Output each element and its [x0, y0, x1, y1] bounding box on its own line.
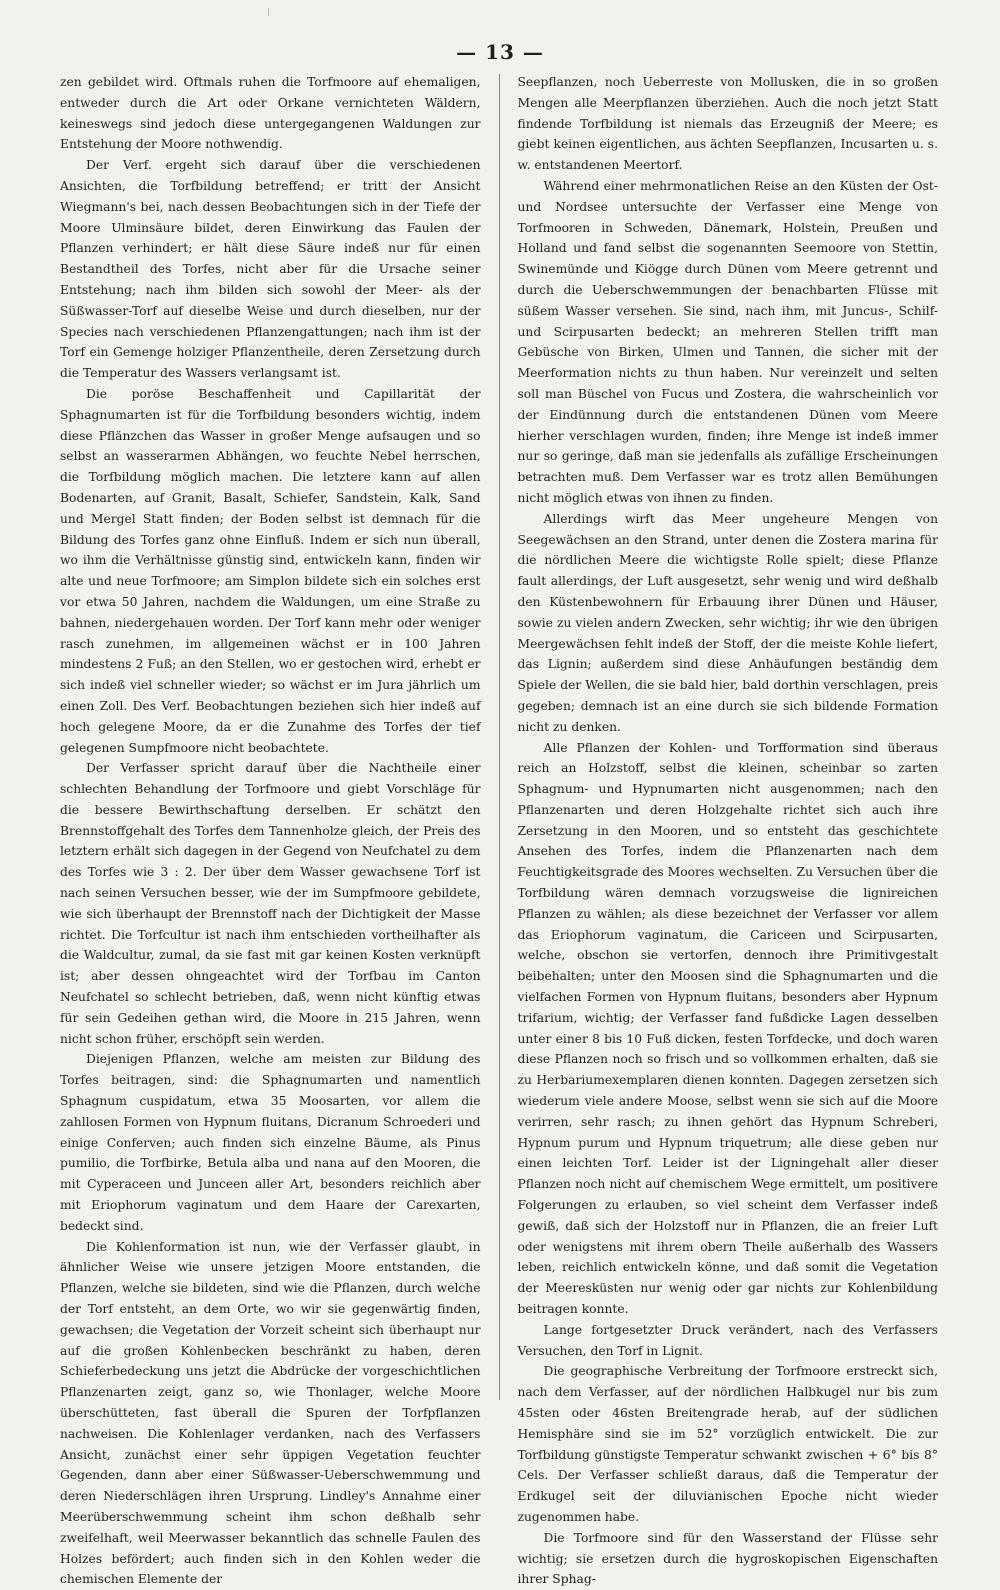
page-number: — 13 —	[456, 40, 544, 64]
scan-blemish	[268, 8, 269, 16]
paragraph: Seepflanzen, noch Ueberreste von Mollusken, die in so großen Mengen alle Meerpflanzen überziehen. Auch die noch jetzt Statt findende Torfbildung ist niemals das Erzeugniß der Meere; es giebt keinen eigentlichen, aus ächten Seepflanzen, Incusarten u. s. w. entstandenen Meertorf.	[517, 75, 938, 173]
paragraph: Diejenigen Pflanzen, welche am meisten zur Bildung des Torfes beitragen, sind: die Sphagnumarten und namentlich Sphagnum cuspidatum, etwa 35 Moosarten, vor allem die zahllosen Formen von Hypnum fluitans, Dicranum Schroederi und einige Conferven; auch finden sich einzelne Bäume, als Pinus pumilio, die Torfbirke, Betula alba und nana auf den Mooren, die mit Cyperaceen und Junceen aller Art, besonders reichlich aber mit Eriophorum vaginatum und dem Haare der Carexarten, bedeckt sind.	[60, 1052, 481, 1233]
text-columns	[60, 72, 938, 1587]
paragraph: Alle Pflanzen der Kohlen- und Torfformation sind überaus reich an Holzstoff, selbst die kleinen, scheinbar so zarten Sphagnum- und Hypnumarten nicht ausgenommen; nach den Pflanzenarten und deren Holzgehalte richtet sich auch ihre Zersetzung in den Mooren, und so entsteht das geschichtete Ansehen des Torfes, indem die Pflanzenarten nach dem Feuchtigkeitsgrade des Moores wechselten. Zu Versuchen über die Torfbildung wären demnach vorzugsweise die lignireichen Pflanzen zu wählen; als diese bezeichnet der Verfasser vor allem das Eriophorum vaginatum, die Cariceen und Scirpusarten, welche, obschon sie vertorfen, dennoch ihre Primitivgestalt beibehalten; unter den Moosen sind die Sphagnumarten und die vielfachen Formen von Hypnum fluitans, besonders aber Hypnum trifarium, wichtig; der Verfasser fand fußdicke Lagen desselben unter einer 8 bis 10 Fuß dicken, festen Torfdecke, und doch waren diese Pflanzen noch so frisch und so vollkommen erhalten, daß sie zu Herbariumexemplaren dienen konnten. Dagegen zersetzen sich wiederum viele andere Moose, selbst wenn sie sich auf die Moore verirren, sehr rasch; zu ihnen gehört das Hypnum Schreberi, Hypnum purum und Hypnum triquetrum; alle diese geben nur einen leichten Torf. Leider ist der Ligningehalt aller dieser Pflanzen noch nicht auf chemischem Wege ermittelt, um positivere Folgerungen zu erlauben, so viel scheint dem Verfasser indeß gewiß, daß sich der Holzstoff nur in Pflanzen, die an freier Luft oder wenigstens mit ihrem obern Theile außerhalb des Wassers leben, reichlich entwickeln könne, und daß somit die Vegetation der Meeresküsten nur wenig oder gar nichts zur Kohlenbildung beitragen konnte.	[517, 740, 938, 1317]
paragraph: Die Kohlenformation ist nun, wie der Verfasser glaubt, in ähnlicher Weise wie unsere jetzigen Moore entstanden, die Pflanzen, welche sie bildeten, sind wie die Pflanzen, durch welche der Torf entsteht, an dem Orte, wo wir sie gegenwärtig finden, gewachsen; die Vegetation der Vorzeit scheint sich überhaupt nur auf die großen Kohlenbecken beschränkt zu haben, deren Schieferbedeckung uns jetzt die Abdrücke der vorgeschichtlichen Pflanzenarten zeigt, ganz so, wie Thonlager, welche Moore überschütteten, fast überall die Spuren der Torfpflanzen nachweisen. Die Kohlenlager verdanken, nach des Verfassers Ansicht, zunächst einer sehr üppigen Vegetation feuchter Gegenden, dann aber einer Süßwasser-Ueberschwemmung und deren Niederschlägen ihren Ursprung. Lindley's Annahme einer Meerüberschwemmung scheint ihm schon deßhalb sehr zweifelhaft, weil Meerwasser bekanntlich das schnelle Faulen des Holzes befördert; auch finden sich in den Kohlen weder die chemischen Elemente der	[60, 1239, 481, 1587]
right-column	[517, 72, 939, 1587]
paragraph: Lange fortgesetzter Druck verändert, nach des Verfassers Versuchen, den Torf in Lignit.	[517, 1322, 938, 1358]
paragraph: Der Verf. ergeht sich darauf über die verschiedenen Ansichten, die Torfbildung betreffend; er tritt der Ansicht Wiegmann's bei, nach dessen Beobachtungen sich in der Tiefe der Moore Ulminsäure bildet, deren Einwirkung das Faulen der Pflanzen verhindert; er hält diese Säure indeß nur für einen Bestandtheil des Torfes, nicht aber für die Ursache seiner Entstehung; nach ihm bilden sich sowohl der Meer- als der Süßwasser-Torf auf dieselbe Weise und durch dieselben, nur der Species nach verschiedenen Pflanzengattungen; nach ihm ist der Torf ein Gemenge holziger Pflanzentheile, deren Zersetzung durch die Temperatur des Wassers verlangsamt ist.	[60, 158, 481, 381]
column-divider	[499, 74, 500, 1400]
paragraph: Allerdings wirft das Meer ungeheure Mengen von Seegewächsen an den Strand, unter denen die Zostera marina für die nördlichen Meere die wichtigste Rolle spielt; diese Pflanze fault allerdings, der Luft ausgesetzt, sehr wenig und wird deßhalb den Küstenbewohnern für Erbauung ihrer Dünen und Häuser, sowie zu vielen andern Zwecken, sehr wichtig; ihr wie den übrigen Meergewächsen fehlt indeß der Stoff, der die meiste Kohle liefert, das Lignin; außerdem sind diese Anhäufungen beständig dem Spiele der Wellen, die sie bald hier, bald dorthin verschlagen, preis gegeben; demnach ist an eine durch sie sich bildende Formation nicht zu denken.	[517, 511, 938, 734]
paragraph: Die Torfmoore sind für den Wasserstand der Flüsse sehr wichtig; sie ersetzen durch die hygroskopischen Eigenschaften ihrer Sphag-	[517, 1530, 938, 1587]
paragraph: Die geographische Verbreitung der Torfmoore erstreckt sich, nach dem Verfasser, auf der nördlichen Halbkugel nur bis zum 45sten oder 46sten Breitengrade herab, auf der südlichen Hemisphäre sind sie im 52° vorzüglich entwickelt. Die zur Torfbildung günstigste Temperatur schwankt zwischen + 6° bis 8° Cels. Der Verfasser schließt daraus, daß die Temperatur der Erdkugel seit der diluvianischen Epoche nicht wieder zugenommen habe.	[517, 1364, 938, 1524]
paragraph: zen gebildet wird. Oftmals ruhen die Torfmoore auf ehemaligen, entweder durch die Art oder Orkane vernichteten Wäldern, keineswegs sind jedoch diese untergegangenen Waldungen zur Entstehung der Moore nothwendig.	[60, 75, 481, 152]
paragraph: Der Verfasser spricht darauf über die Nachtheile einer schlechten Behandlung der Torfmoore und giebt Vorschläge für die bessere Bewirthschaftung derselben. Er schätzt den Brennstoffgehalt des Torfes dem Tannenholze gleich, der Preis des letztern erhält sich dagegen in der Gegend von Neufchatel zu dem des Torfes wie 3 : 2. Der über dem Wasser gewachsene Torf ist nach seinen Versuchen besser, wie der im Sumpfmoore gebildete, wie sich überhaupt der Brennstoff nach der Dichtigkeit der Masse richtet. Die Torfcultur ist nach ihm entschieden vortheilhafter als die Waldcultur, zumal, da sie fast mit gar keinen Kosten verknüpft ist; aber dessen ohngeachtet wird der Torfbau im Canton Neufchatel so schlecht betrieben, daß, wenn nicht künftig etwas für sein Gedeihen gethan wird, die Moore in 215 Jahren, wenn nicht schon früher, erschöpft sein werden.	[60, 761, 481, 1046]
paragraph: Die poröse Beschaffenheit und Capillarität der Sphagnumarten ist für die Torfbildung besonders wichtig, indem diese Pflänzchen das Wasser in großer Menge aufsaugen und so selbst an wasserarmen Abhängen, wo feuchte Nebel herrschen, die Torfbildung möglich machen. Die letztere kann auf allen Bodenarten, auf Granit, Basalt, Schiefer, Sandstein, Kalk, Sand und Mergel Statt finden; der Boden selbst ist demnach für die Bildung des Torfes ganz ohne Einfluß. Indem er sich nun überall, wo ihm die Verhältnisse günstig sind, entwickeln kann, finden wir alte und neue Torfmoore; am Simplon bildete sich ein solches erst vor etwa 50 Jahren, nachdem die Waldungen, um eine Straße zu bahnen, niedergehauen worden. Der Torf kann mehr oder weniger rasch zunehmen, im allgemeinen wächst er in 100 Jahren mindestens 2 Fuß; an den Stellen, wo er gestochen wird, erhebt er sich indeß viel schneller wieder; so wächst er im Jura jährlich um einen Zoll. Des Verf. Beobachtungen beziehen sich hier indeß auf hoch gelegene Moore, da er die Zunahme des Torfes der tief gelegenen Sumpfmoore nicht beobachtete.	[60, 386, 481, 755]
paragraph: Während einer mehrmonatlichen Reise an den Küsten der Ost- und Nordsee untersuchte der Verfasser eine Menge von Torfmooren in Schweden, Dänemark, Holstein, Preußen und Holland und fand selbst die sogenannten Seemoore von Stettin, Swinemünde und Kiögge durch Dünen vom Meere getrennt und durch die Ueberschwemmungen der benachbarten Flüsse mit süßem Wasser versehen. Sie sind, nach ihm, mit Juncus-, Schilf- und Scirpusarten bedeckt; an mehreren Stellen trifft man Gebüsche von Birken, Ulmen und Tannen, die sicher mit der Meerformation nichts zu thun haben. Nur vereinzelt und selten soll man Büschel von Fucus und Zostera, die wahrscheinlich vor der Eindünnung durch die entstandenen Dünen vom Meere hierher verschlagen wurden, finden; ihre Menge ist indeß immer nur so geringe, daß man sie jedenfalls als zufällige Erscheinungen betrachten muß. Dem Verfasser war es trotz allen Bemühungen nicht möglich etwas von ihnen zu finden.	[517, 178, 938, 505]
left-column	[60, 72, 481, 1587]
